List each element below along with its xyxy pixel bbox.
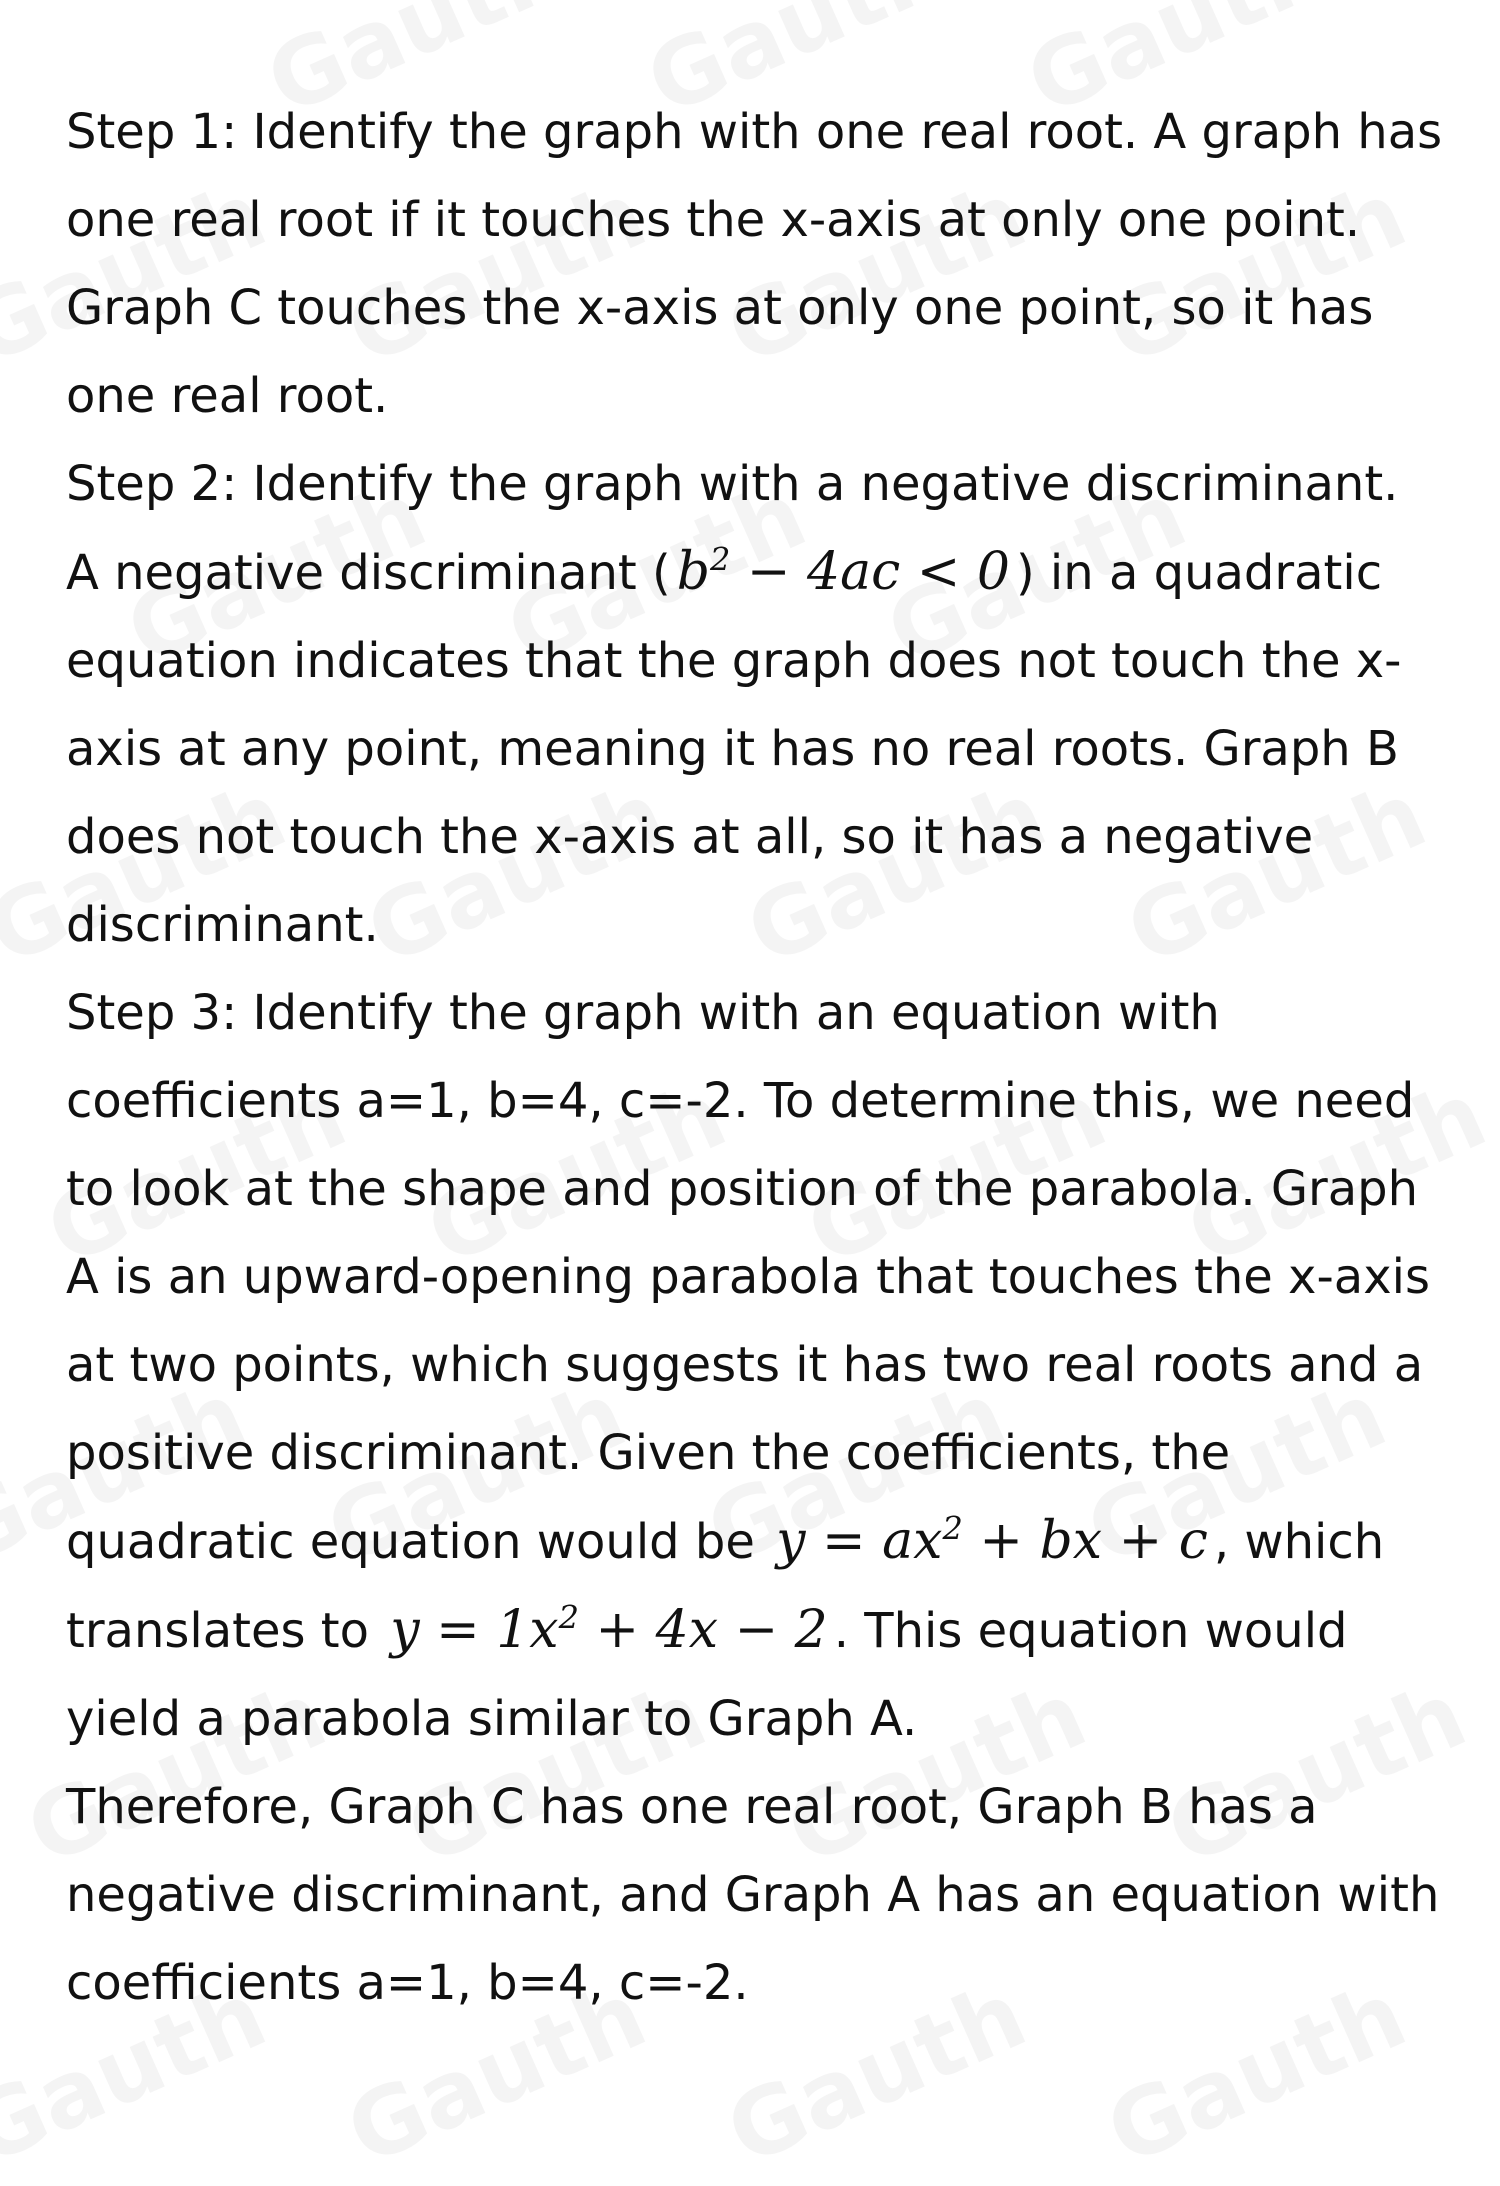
general-quadratic-equation [770,1511,1214,1571]
discriminant-formula [671,542,1016,602]
general-equation-base: y = ax [776,1511,943,1571]
discriminant-b: b [676,542,711,602]
solution-text [66,88,1446,2027]
specific-quadratic-equation [384,1600,834,1660]
step-3-text-start: Step 3: Identify the graph with an equation with coefficients a=1, b=4, c=-2. To determine this, we need to look at the shape and position of the parabola. Graph A is an upward-opening parabola that touches the x-axis at two points, which suggests it has two real roots and a positive discriminant. Given the coefficients, the quadratic equation would be [66,985,1430,1570]
step-3-paragraph [66,969,1446,1763]
step-3-text-middle: , which translates to [66,1514,1385,1659]
step-1-paragraph: Step 1: Identify the graph with one real root. A graph has one real root if it touches the x-axis at only one point. Graph C touches the x-axis at only one point, so it has one real root. [66,104,1443,424]
step-2-paragraph [66,440,1446,969]
specific-equation-base: y = 1x [390,1600,559,1660]
discriminant-exponent: 2 [710,540,731,579]
conclusion-paragraph: Therefore, Graph C has one real root, Graph B has a negative discriminant, and Graph A has an equation with coefficients a=1, b=4, c=-2. [66,1779,1440,2011]
step-2-text-start: Step 2: Identify the graph with a negative discriminant. A negative discriminant ( [66,456,1399,601]
step-2-text-end: ) in a quadratic equation indicates that the graph does not touch the x-axis at any point, meaning it has no real roots. Graph B does not touch the x-axis at all, so it has a negative discriminant. [66,545,1402,953]
step-3-text-end: . This equation would yield a parabola similar to Graph A. [66,1603,1348,1747]
general-equation-exponent: 2 [942,1509,963,1548]
specific-equation-rest: + 4x − 2 [595,1600,828,1660]
general-equation-rest: + bx + c [979,1511,1208,1571]
discriminant-rest: − 4ac < 0 [746,542,1010,602]
specific-equation-exponent: 2 [558,1598,579,1637]
